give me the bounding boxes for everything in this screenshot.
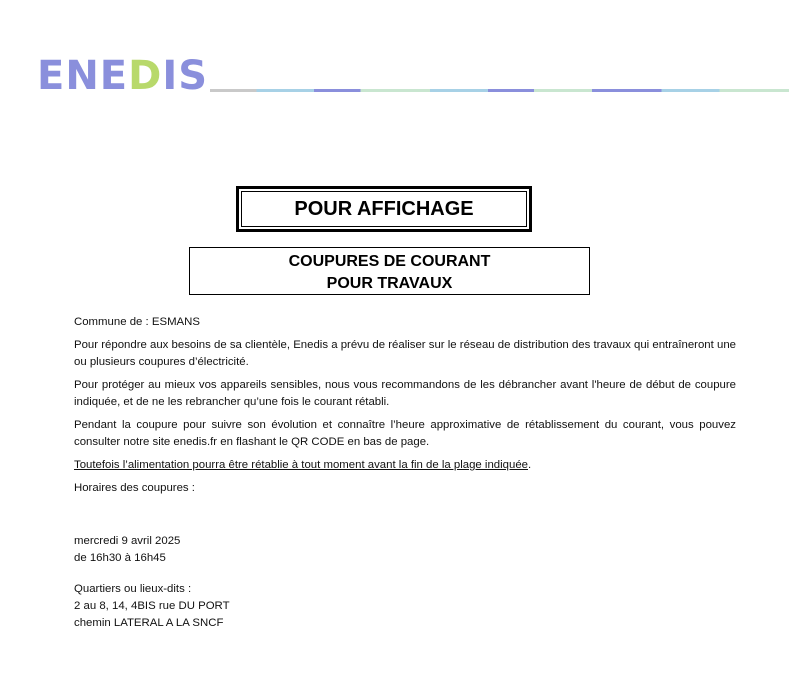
enedis-logo [37,53,209,99]
paragraph-1: Pour répondre aux besoins de sa clientèle, Enedis a prévu de réaliser sur le réseau de distribution des travaux qui entraîneront une ou plusieurs coupures d’électricité. [74,339,736,368]
horaires-label: Horaires des coupures : [74,482,195,494]
paragraph-3: Pendant la coupure pour suivre son évolution et connaître l’heure approximative de rétablissement du courant, vous pouvez consulter notre site enedis.fr en flashant le QR CODE en bas de page. [74,419,736,448]
address-2: chemin LATERAL A LA SNCF [74,617,224,629]
outage-date: mercredi 9 avril 2025 [74,535,181,547]
title-box [236,186,532,232]
subtitle-line-1: COUPURES DE COURANT [288,253,491,270]
notice-line: Toutefois l’alimentation pourra être rétablie à tout moment avant la fin de la plage indiquée. [74,459,532,471]
notice-underlined: Toutefois l’alimentation pourra être rétablie à tout moment avant la fin de la plage indiquée [74,459,529,471]
quartiers-label: Quartiers ou lieux-dits : [74,583,192,595]
address-1: 2 au 8, 14, 4BIS rue DU PORT [74,600,230,612]
paragraph-2: Pour protéger au mieux vos appareils sensibles, nous vous recommandons de les débrancher avant l'heure de début de coupure indiquée, et de ne les rebrancher qu’une fois le courant rétabli. [74,379,736,408]
commune-line: Commune de : ESMANS [74,316,200,328]
schedule-block [74,533,180,567]
notice-body [74,314,736,503]
title-text: POUR AFFICHAGE [241,191,527,227]
outage-time-range: de 16h30 à 16h45 [74,552,166,564]
header-decorative-rule [210,89,789,92]
subtitle-line-2: POUR TRAVAUX [326,275,453,292]
subtitle-box [189,247,590,295]
logo-wordmark: ENEDIS [37,53,209,99]
locations-block [74,581,230,632]
